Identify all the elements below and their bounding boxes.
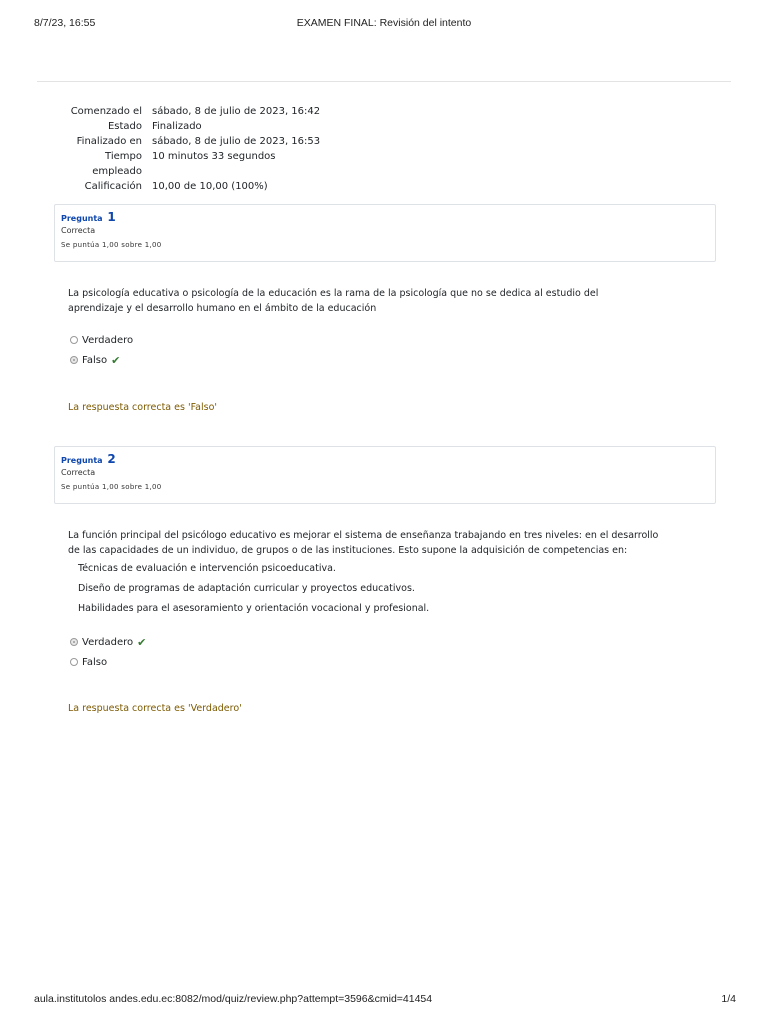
question-number	[61, 210, 709, 224]
correct-answer-feedback-2: La respuesta correcta es 'Verdadero'	[68, 703, 242, 714]
question-grade: Se puntúa 1,00 sobre 1,00	[61, 241, 162, 249]
answer-option-verdadero[interactable]	[70, 632, 146, 652]
summary-row-time	[56, 149, 476, 164]
check-icon: ✔	[111, 353, 121, 367]
list-item: Técnicas de evaluación e intervención psicoeducativa.	[78, 563, 336, 574]
answer-label: Verdadero	[82, 636, 134, 648]
page-number: 1/4	[721, 993, 736, 1005]
question-text-line: La psicología educativa o psicología de la educación es la rama de la psicología que no se dedica al estudio del	[68, 288, 599, 299]
question-number-value: 2	[107, 452, 116, 466]
radio-selected-icon[interactable]	[70, 356, 78, 364]
summary-row-state	[56, 119, 476, 134]
answer-options-1	[70, 330, 133, 370]
summary-row-grade	[56, 179, 476, 194]
answer-option-verdadero[interactable]	[70, 330, 133, 350]
summary-label: Calificación	[84, 181, 142, 192]
question-competencies-list	[78, 559, 429, 619]
answer-options-2	[70, 632, 146, 672]
summary-value: sábado, 8 de julio de 2023, 16:42	[152, 106, 321, 117]
summary-value: 10 minutos 33 segundos	[152, 151, 276, 162]
question-state: Correcta	[61, 226, 96, 235]
page-url: aula.institutolos andes.edu.ec:8082/mod/quiz/review.php?attempt=3596&cmid=41454	[34, 993, 433, 1005]
question-grade: Se puntúa 1,00 sobre 1,00	[61, 483, 162, 491]
list-item: Habilidades para el asesoramiento y orientación vocacional y profesional.	[78, 603, 430, 614]
answer-option-falso[interactable]	[70, 652, 146, 672]
print-title: EXAMEN FINAL: Revisión del intento	[296, 17, 472, 29]
summary-label: Tiempo	[105, 151, 142, 162]
summary-label: Finalizado en	[76, 136, 142, 147]
answer-label: Verdadero	[82, 334, 134, 346]
question-label: Pregunta	[61, 214, 103, 223]
answer-option-falso[interactable]	[70, 350, 133, 370]
radio-icon[interactable]	[70, 658, 78, 666]
question-text-line: de las capacidades de un individuo, de grupos o de las instituciones. Esto supone la adquisición de competencias en:	[68, 545, 628, 556]
summary-value: Finalizado	[152, 121, 202, 132]
question-text-2	[68, 528, 708, 558]
question-number-value: 1	[107, 210, 116, 224]
summary-value: 10,00 de 10,00 (100%)	[152, 181, 268, 192]
question-text-line: La función principal del psicólogo educativo es mejorar el sistema de enseñanza trabajando en tres niveles: en el desarrollo	[68, 530, 659, 541]
question-info-1	[54, 204, 716, 262]
summary-value	[152, 164, 476, 179]
summary-label: Comenzado el	[70, 106, 142, 117]
correct-answer-feedback-1: La respuesta correcta es 'Falso'	[68, 402, 217, 413]
print-date: 8/7/23, 16:55	[34, 17, 96, 29]
attempt-summary	[56, 104, 476, 194]
summary-value: sábado, 8 de julio de 2023, 16:53	[152, 136, 321, 147]
summary-row-time-cont	[56, 164, 476, 179]
question-number	[61, 452, 709, 466]
summary-row-finished	[56, 134, 476, 149]
radio-icon[interactable]	[70, 336, 78, 344]
summary-label: empleado	[92, 166, 142, 177]
question-text-1	[68, 286, 708, 316]
list-item: Diseño de programas de adaptación curricular y proyectos educativos.	[78, 583, 415, 594]
question-info-2	[54, 446, 716, 504]
summary-row-started	[56, 104, 476, 119]
summary-label: Estado	[107, 121, 142, 132]
header-divider	[37, 81, 731, 82]
answer-label: Falso	[82, 656, 108, 668]
answer-label: Falso	[82, 354, 108, 366]
radio-selected-icon[interactable]	[70, 638, 78, 646]
check-icon: ✔	[137, 635, 147, 649]
question-label: Pregunta	[61, 456, 103, 465]
question-text-line: aprendizaje y el desarrollo humano en el ámbito de la educación	[68, 303, 377, 314]
question-state: Correcta	[61, 468, 96, 477]
